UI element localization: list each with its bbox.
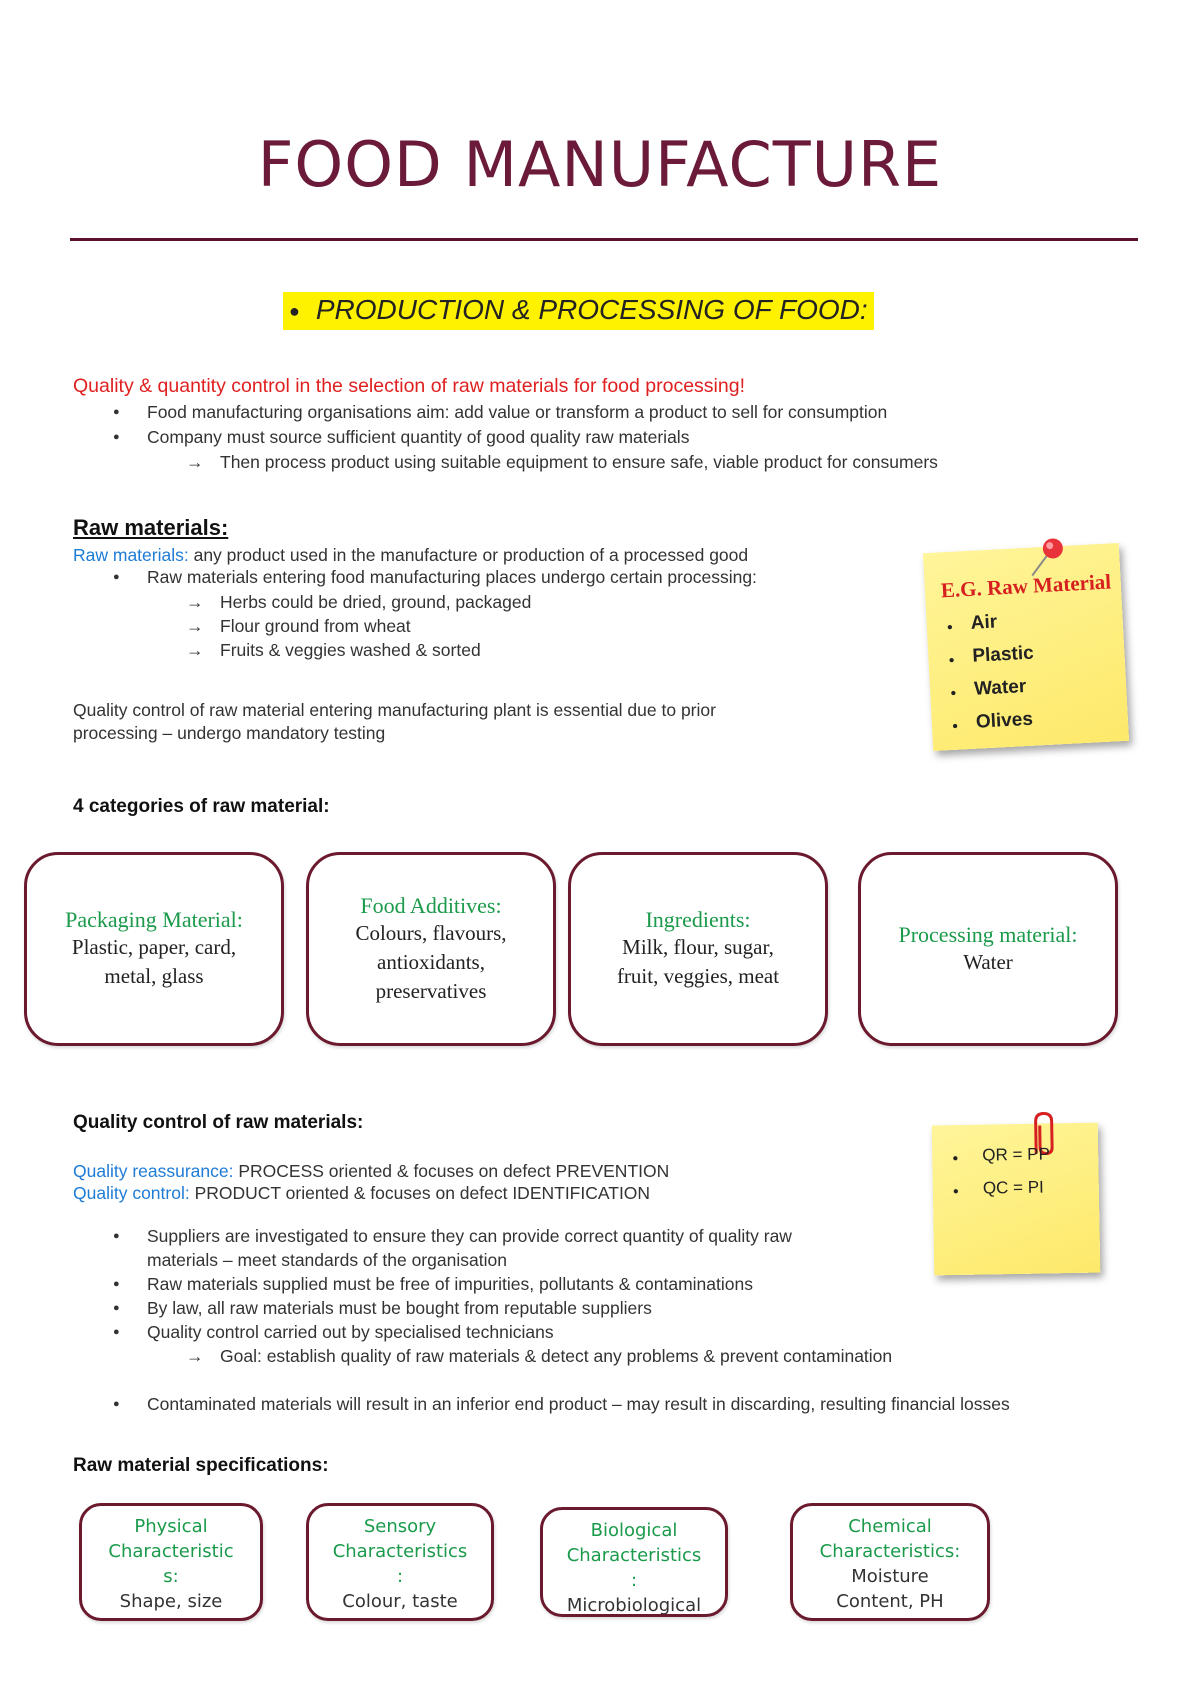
categories-heading: 4 categories of raw material:: [73, 796, 330, 817]
spec-box-biological: [540, 1507, 728, 1617]
list-subitem: → Herbs could be dried, ground, packaged: [220, 590, 531, 614]
bullet-icon: ●: [946, 621, 954, 634]
spec-body: Colour, taste: [342, 1591, 458, 1612]
sticky-note-example: [923, 543, 1129, 751]
category-card-packaging: [24, 852, 284, 1046]
list-item: ● By law, all raw materials must be bought from reputable suppliers: [147, 1296, 652, 1320]
card-title: Ingredients:: [645, 907, 751, 932]
note-item: ● QC = PI: [952, 1177, 1044, 1198]
card-body: Milk, flour, sugar,: [622, 935, 774, 959]
card-body: metal, glass: [104, 964, 204, 988]
list-item: ● Raw materials supplied must be free of impurities, pollutants & contaminations: [147, 1272, 753, 1296]
spec-title: Biological Characteristics :: [566, 1520, 702, 1591]
card-body: fruit, veggies, meat: [616, 964, 780, 988]
raw-materials-heading: Raw materials:: [73, 515, 229, 540]
definition-text: PRODUCT oriented & focuses on defect IDENTIFICATION: [189, 1183, 651, 1203]
spec-title: Physical Characteristic s:: [108, 1516, 234, 1587]
section-heading: [283, 292, 874, 330]
card-title: Processing material:: [898, 921, 1078, 947]
list-subitem: → Flour ground from wheat: [220, 614, 411, 638]
note-item: ● Plastic: [948, 642, 1035, 667]
page-title: FOOD MANUFACTURE: [257, 128, 943, 201]
spec-body: Shape, size: [119, 1591, 223, 1612]
spec-box-physical: [79, 1503, 263, 1621]
list-item: ● Raw materials entering food manufacturing places undergo certain processing:: [147, 565, 757, 589]
bullet-icon: ●: [952, 1153, 959, 1165]
qa-definition: [73, 1159, 669, 1183]
card-title: Food Additives:: [360, 892, 502, 918]
card-body: Colours, flavours,: [355, 920, 507, 945]
spec-title: Sensory Characteristics :: [332, 1516, 468, 1587]
spec-box-chemical: [790, 1503, 990, 1621]
category-card-additives: [306, 852, 556, 1046]
list-item: ● Suppliers are investigated to ensure they can provide correct quantity of quality raw: [147, 1224, 792, 1248]
list-subitem: → Then process product using suitable equipment to ensure safe, viable product for consumers: [220, 450, 938, 474]
spec-body: Moisture: [851, 1566, 929, 1587]
list-item: ● Contaminated materials will result in an inferior end product – may result in discarding, resulting financial losses: [147, 1392, 1010, 1416]
definition-text: any product used in the manufacture or production of a processed good: [188, 545, 749, 565]
card-body: antioxidants,: [377, 949, 485, 974]
qc-heading: Quality control of raw materials:: [73, 1112, 364, 1133]
note-item: ● Air: [946, 611, 998, 634]
qc-paragraph-line: Quality control of raw material entering manufacturing plant is essential due to prior: [73, 700, 716, 720]
spec-box-sensory: [306, 1503, 494, 1621]
definition-term: Raw materials:: [73, 545, 189, 565]
list-subitem: → Goal: establish quality of raw materials & detect any problems & prevent contamination: [220, 1344, 892, 1368]
bullet-icon: ●: [951, 720, 959, 732]
note-list: [952, 1139, 1051, 1207]
list-item: ● Company must source sufficient quantity of good quality raw materials: [147, 425, 689, 449]
note-title: E.G. Raw Material: [940, 569, 1112, 603]
list-subitem: → Fruits & veggies washed & sorted: [220, 638, 481, 662]
raw-materials-definition: [73, 543, 748, 567]
note-item: ● Olives: [951, 708, 1034, 733]
note-list: [946, 606, 1038, 742]
spec-title: Chemical Characteristics:: [819, 1516, 961, 1562]
category-card-ingredients: [568, 852, 828, 1046]
list-item-continued: materials – meet standards of the organisation: [147, 1250, 507, 1270]
note-item: ● QR = PP: [952, 1144, 1050, 1165]
bullet-icon: ●: [950, 687, 957, 700]
card-body: Water: [963, 949, 1013, 974]
definition-term: Quality control:: [73, 1183, 190, 1203]
card-title: Packaging Material:: [65, 907, 243, 932]
bullet-icon: ●: [952, 1185, 960, 1198]
spec-body: Content, PH: [836, 1591, 944, 1612]
intro-heading: Quality & quantity control in the selection of raw materials for food processing!: [73, 375, 745, 397]
qc-paragraph-line: processing – undergo mandatory testing: [73, 723, 386, 743]
bullet-icon: ●: [948, 654, 955, 667]
card-body: preservatives: [375, 978, 487, 1003]
definition-term: Quality reassurance:: [73, 1161, 234, 1181]
card-body: Plastic, paper, card,: [71, 935, 237, 959]
sticky-note-qc: [932, 1123, 1101, 1276]
specs-heading: Raw material specifications:: [73, 1455, 329, 1476]
section-heading-text: PRODUCTION & PROCESSING OF FOOD:: [315, 294, 868, 325]
spec-body: Microbiological: [566, 1595, 702, 1616]
definition-text: PROCESS oriented & focuses on defect PREVENTION: [233, 1161, 670, 1181]
note-item: ● Water: [950, 676, 1027, 700]
bullet-icon: ●: [289, 301, 300, 322]
qc-definition: [73, 1181, 650, 1205]
title-divider: [70, 238, 1138, 241]
list-item: ● Quality control carried out by specialised technicians: [147, 1320, 554, 1344]
category-card-processing: [858, 852, 1118, 1046]
list-item: ● Food manufacturing organisations aim: add value or transform a product to sell for consumption: [147, 400, 887, 424]
